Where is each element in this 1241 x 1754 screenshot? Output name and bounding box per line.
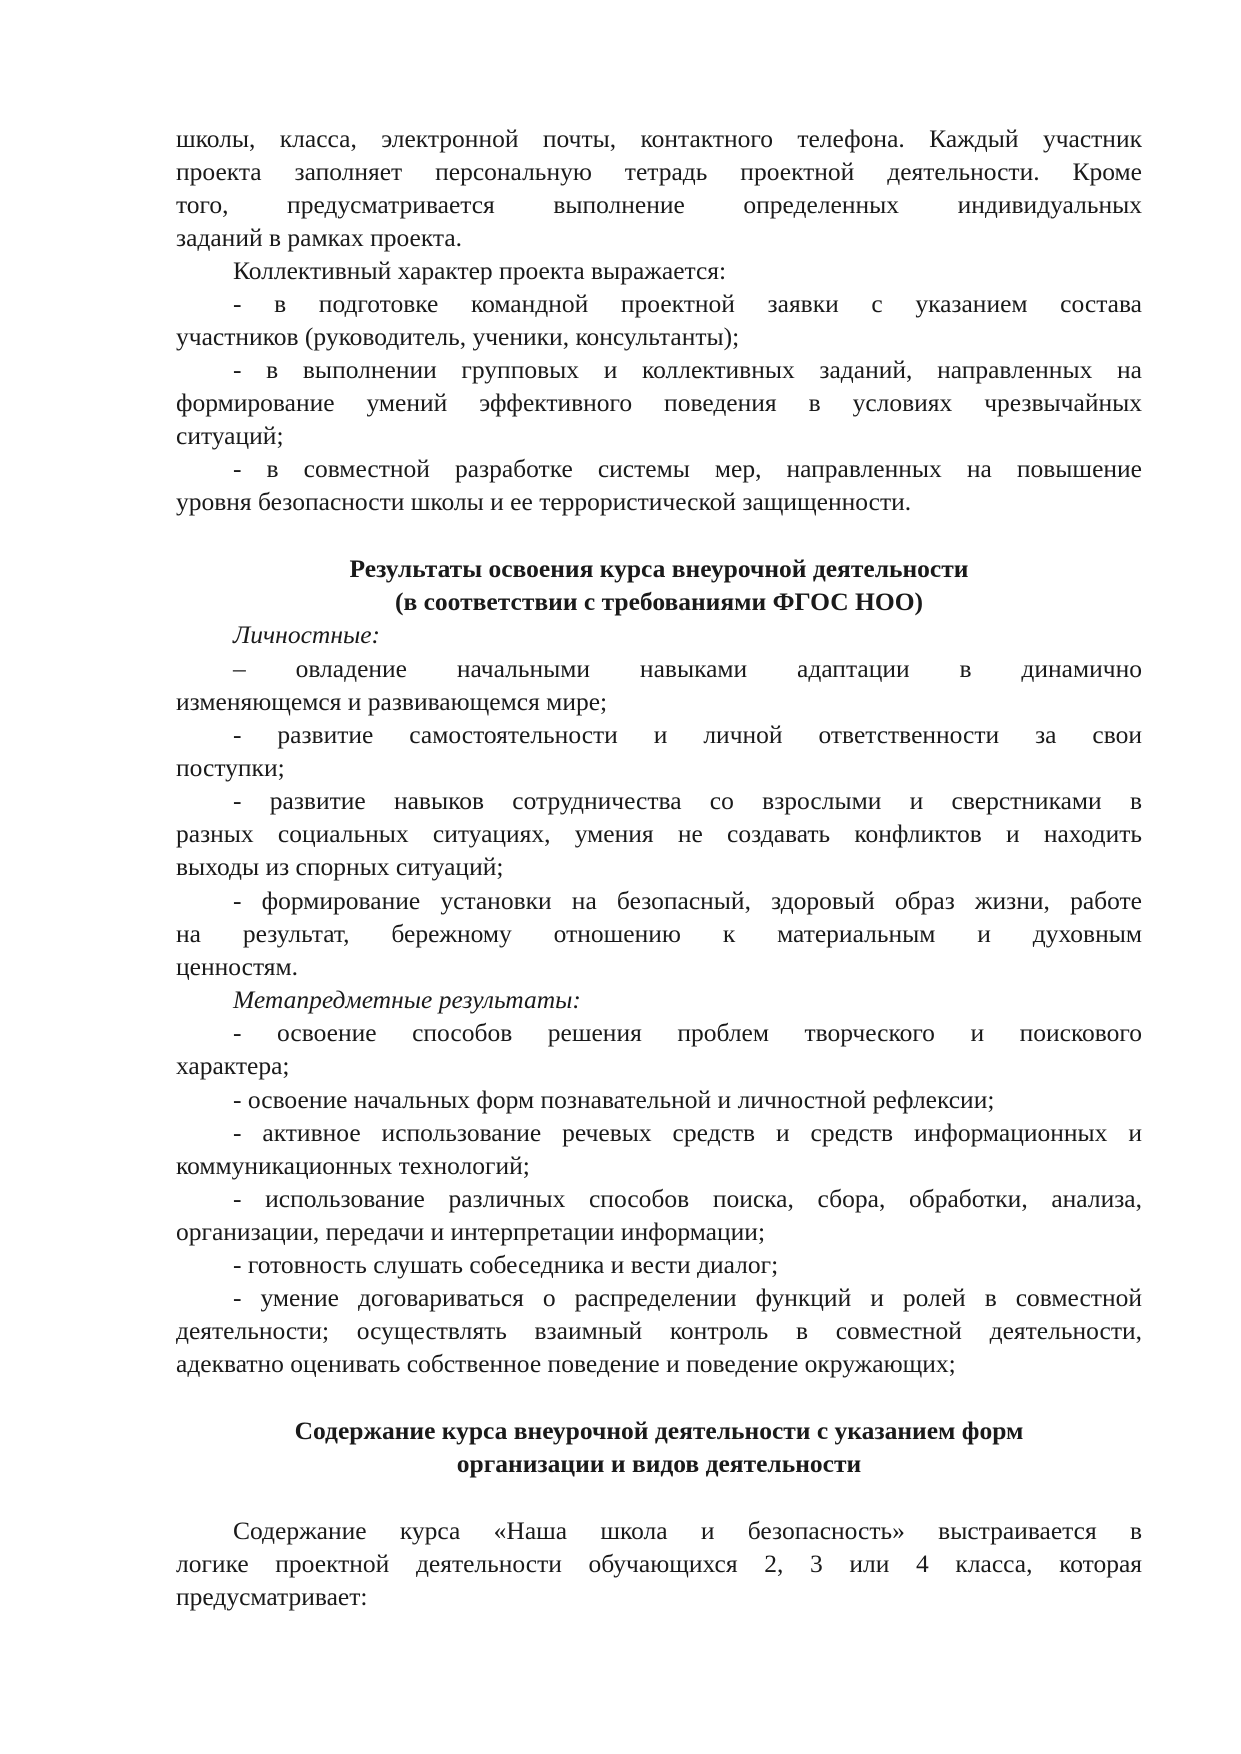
list-item-line: формирование умений эффективного поведения в условиях чрезвычайных — [176, 388, 1142, 417]
list-item-line: коммуникационных технологий; — [176, 1151, 530, 1180]
list-item-line: организации, передачи и интерпретации информации; — [176, 1217, 766, 1246]
list-item-line: ценностям. — [176, 952, 299, 981]
list-item-line: адекватно оценивать собственное поведение и поведение окружающих; — [176, 1349, 956, 1378]
list-item-line: ситуаций; — [176, 421, 284, 450]
list-item-line: - в выполнении групповых и коллективных заданий, направленных на — [233, 355, 1142, 384]
paragraph-line: школы, класса, электронной почты, контактного телефона. Каждый участник — [176, 124, 1142, 153]
list-item-line: - использование различных способов поиска, сбора, обработки, анализа, — [233, 1184, 1142, 1213]
list-item-line: - умение договариваться о распределении функций и ролей в совместной — [233, 1283, 1142, 1312]
paragraph-line: Содержание курса «Наша школа и безопасность» выстраивается в — [233, 1516, 1142, 1545]
section-heading-results-subtitle: (в соответствии с требованиями ФГОС НОО) — [394, 587, 924, 616]
list-item-line: участников (руководитель, ученики, консультанты); — [176, 322, 740, 351]
paragraph-line: проекта заполняет персональную тетрадь проектной деятельности. Кроме — [176, 157, 1142, 186]
list-item-line: характера; — [176, 1051, 290, 1080]
list-item-line: - освоение способов решения проблем творческого и поискового — [233, 1018, 1142, 1047]
paragraph-line: того, предусматривается выполнение определенных индивидуальных — [176, 190, 1142, 219]
section-heading-content-subtitle: организации и видов деятельности — [456, 1449, 862, 1478]
list-item-line: - формирование установки на безопасный, здоровый образ жизни, работе — [233, 886, 1142, 915]
list-item-line: - активное использование речевых средств и средств информационных и — [233, 1118, 1142, 1147]
list-item-line: изменяющемся и развивающемся мире; — [176, 687, 608, 716]
paragraph-line: Коллективный характер проекта выражается: — [233, 256, 727, 285]
paragraph-line: логике проектной деятельности обучающихся 2, 3 или 4 класса, которая — [176, 1549, 1142, 1578]
list-item-line: деятельности; осуществлять взаимный контроль в совместной деятельности, — [176, 1316, 1142, 1345]
subsection-label-metasubject: Метапредметные результаты: — [233, 985, 581, 1014]
list-item-line: - освоение начальных форм познавательной и личностной рефлексии; — [233, 1085, 995, 1114]
list-item-line: поступки; — [176, 753, 285, 782]
subsection-label-personal: Личностные: — [233, 620, 381, 649]
paragraph-line: заданий в рамках проекта. — [176, 223, 463, 252]
list-item-line: - развитие самостоятельности и личной ответственности за свои — [233, 720, 1142, 749]
list-item-line: уровня безопасности школы и ее террористической защищенности. — [176, 487, 912, 516]
list-item-line: разных социальных ситуациях, умения не создавать конфликтов и находить — [176, 819, 1142, 848]
list-item-line: - в совместной разработке системы мер, направленных на повышение — [233, 454, 1142, 483]
list-item-line: - в подготовке командной проектной заявки с указанием состава — [233, 289, 1142, 318]
section-heading-results: Результаты освоения курса внеурочной деятельности — [349, 554, 969, 583]
paragraph-line: предусматривает: — [176, 1582, 368, 1611]
list-item-line: на результат, бережному отношению к материальным и духовным — [176, 919, 1142, 948]
list-item-line: - готовность слушать собеседника и вести диалог; — [233, 1250, 779, 1279]
list-item-line: - развитие навыков сотрудничества со взрослыми и сверстниками в — [233, 786, 1142, 815]
list-item-line: выходы из спорных ситуаций; — [176, 852, 504, 881]
list-item-line: – овладение начальными навыками адаптации в динамично — [233, 654, 1142, 683]
section-heading-content: Содержание курса внеурочной деятельности с указанием форм — [294, 1416, 1024, 1445]
